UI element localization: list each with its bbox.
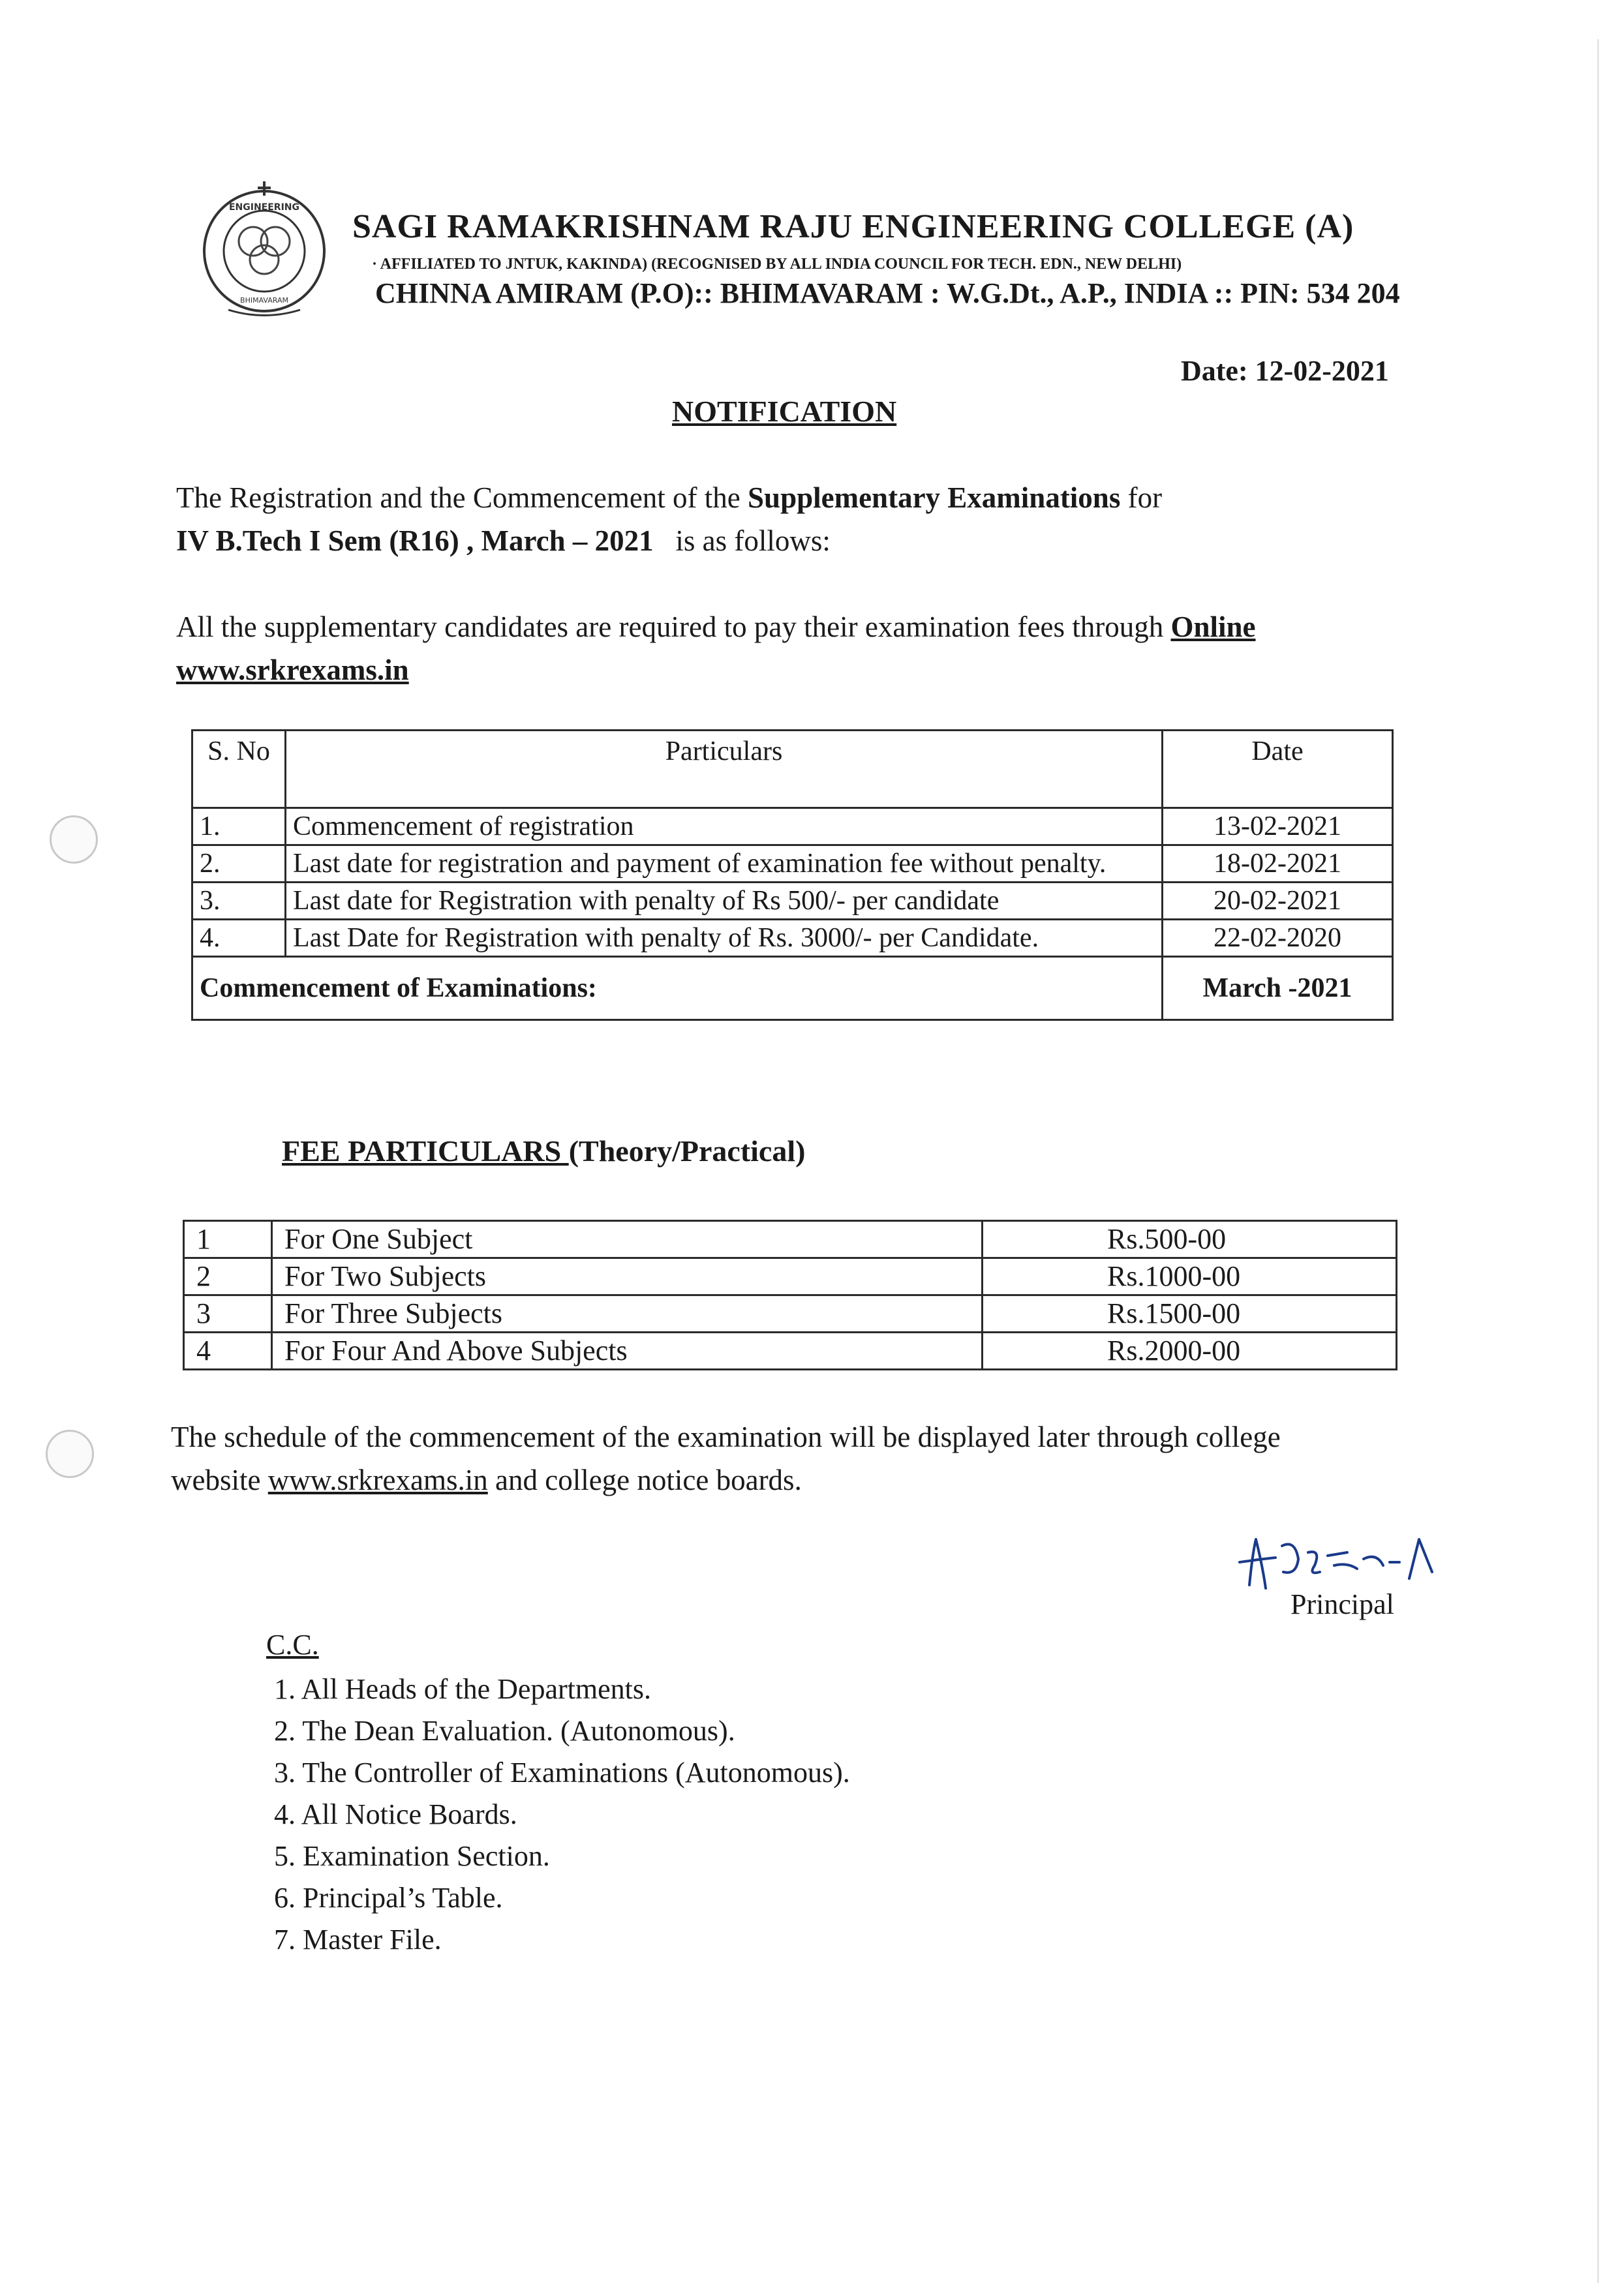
commencement-label: Commencement of Examinations: [192, 957, 1163, 1020]
cc-label: C.C. [266, 1629, 319, 1661]
fees-note-paragraph: All the supplementary candidates are required to pay their examination fees through Online www.srkrexams.in [176, 611, 1256, 686]
list-item: 5. Examination Section. [274, 1840, 550, 1872]
table-footer-row [192, 957, 1393, 1020]
list-item: 7. Master File. [274, 1924, 442, 1956]
list-item: 1. All Heads of the Departments. [274, 1673, 651, 1705]
college-name: SAGI RAMAKRISHNAM RAJU ENGINEERING COLLEGE (A) [352, 208, 1354, 245]
header-particulars: Particulars [286, 731, 1163, 808]
table-row [184, 1295, 1397, 1333]
row-particular: Last date for Registration with penalty of Rs 500/- per candidate [286, 883, 1163, 920]
fee-table [183, 1220, 1397, 1370]
list-item: 6. Principal’s Table. [274, 1882, 503, 1914]
fee-row-subject: For Two Subjects [272, 1258, 983, 1295]
college-seal-logo [189, 176, 339, 326]
table-row [192, 808, 1393, 845]
fee-row-number: 2 [184, 1258, 272, 1295]
svg-text:BHIMAVARAM: BHIMAVARAM [240, 296, 288, 305]
list-item: 4. All Notice Boards. [274, 1798, 517, 1830]
affiliation-line: · AFFILIATED TO JNTUK, KAKINDA) (RECOGNISED BY ALL INDIA COUNCIL FOR TECH. EDN., NEW DELHI) [372, 256, 1182, 273]
notification-date: Date: 12-02-2021 [1181, 355, 1389, 387]
table-row [184, 1333, 1397, 1370]
notification-title: NOTIFICATION [672, 395, 897, 428]
svg-text:ENGINEERING: ENGINEERING [228, 202, 300, 213]
schedule-note-paragraph: The schedule of the commencement of the examination will be displayed later through college website www.srkrexams.in and college notice boards. [171, 1421, 1281, 1496]
row-date: 22-02-2020 [1163, 920, 1393, 957]
intro-paragraph: The Registration and the Commencement of the Supplementary Examinations for IV B.Tech I Sem (R16) , March – 2021 is as follows: [176, 481, 1163, 557]
online-link[interactable]: Online [1170, 611, 1256, 643]
list-item: 2. The Dean Evaluation. (Autonomous). [274, 1715, 735, 1747]
punch-hole [50, 815, 98, 864]
website-link[interactable]: www.srkrexams.in [176, 654, 409, 686]
fee-row-subject: For Three Subjects [272, 1295, 983, 1333]
header-sno: S. No [192, 731, 286, 808]
header-date: Date [1163, 731, 1393, 808]
row-sno: 1. [192, 808, 286, 845]
row-sno: 3. [192, 883, 286, 920]
commencement-value: March -2021 [1163, 957, 1393, 1020]
fee-row-number: 1 [184, 1221, 272, 1258]
table-row [184, 1258, 1397, 1295]
fee-row-amount: Rs.2000-00 [983, 1333, 1397, 1370]
college-address: CHINNA AMIRAM (P.O):: BHIMAVARAM : W.G.Dt., A.P., INDIA :: PIN: 534 204 [375, 277, 1400, 309]
punch-hole [46, 1430, 94, 1478]
row-particular: Last date for registration and payment of examination fee without penalty. [286, 845, 1163, 883]
fee-row-number: 3 [184, 1295, 272, 1333]
row-particular: Commencement of registration [286, 808, 1163, 845]
list-item: 3. The Controller of Examinations (Autonomous). [274, 1757, 850, 1789]
row-particular: Last Date for Registration with penalty of Rs. 3000/- per Candidate. [286, 920, 1163, 957]
fee-row-subject: For One Subject [272, 1221, 983, 1258]
fee-row-amount: Rs.1500-00 [983, 1295, 1397, 1333]
schedule-table [191, 729, 1394, 1021]
fee-particulars-heading: FEE PARTICULARS (Theory/Practical) [282, 1134, 806, 1168]
row-date: 13-02-2021 [1163, 808, 1393, 845]
row-sno: 2. [192, 845, 286, 883]
fee-row-amount: Rs.1000-00 [983, 1258, 1397, 1295]
website-link[interactable]: www.srkrexams.in [267, 1464, 488, 1496]
row-date: 18-02-2021 [1163, 845, 1393, 883]
signatory-title: Principal [1290, 1588, 1394, 1620]
fee-row-number: 4 [184, 1333, 272, 1370]
table-row [192, 883, 1393, 920]
page-edge-shadow [1597, 39, 1599, 2283]
row-sno: 4. [192, 920, 286, 957]
row-date: 20-02-2021 [1163, 883, 1393, 920]
table-row [192, 845, 1393, 883]
cc-list [274, 1669, 850, 1961]
table-row [192, 920, 1393, 957]
fee-row-subject: For Four And Above Subjects [272, 1333, 983, 1370]
fee-row-amount: Rs.500-00 [983, 1221, 1397, 1258]
table-row [184, 1221, 1397, 1258]
table-header-row [192, 731, 1393, 808]
